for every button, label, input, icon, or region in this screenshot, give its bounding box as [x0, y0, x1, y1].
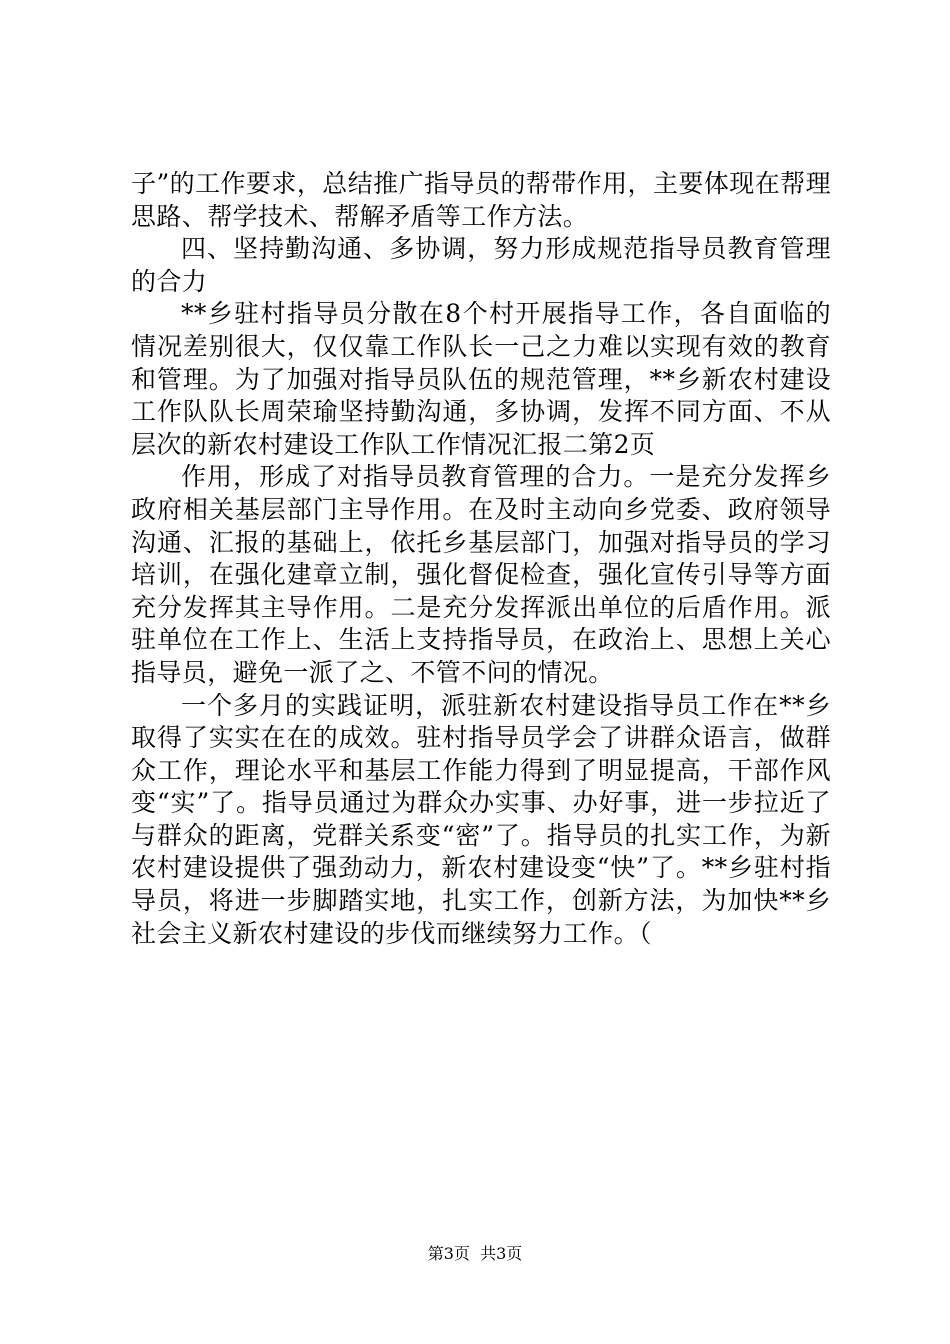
section-heading-4: 四、坚持勤沟通、多协调，努力形成规范指导员教育管理的合力: [131, 234, 831, 296]
document-body: [131, 168, 831, 950]
paragraph-1: 子”的工作要求，总结推广指导员的帮带作用，主要体现在帮理思路、帮学技术、帮解矛盾等工作方法。: [131, 169, 831, 231]
page-total: 共3页: [480, 1244, 523, 1263]
paragraph-3: **乡驻村指导员分散在8个村开展指导工作，各自面临的情况差别很大，仅仅靠工作队长一己之力难以实现有效的教育和管理。为了加强对指导员队伍的规范管理，**乡新农村建设工作队队长周荣瑜坚持勤沟通，多协调，发挥不同方面、不从层次的新农村建设工作队工作情况汇报二第2页: [131, 299, 831, 459]
page-footer: [0, 1243, 950, 1265]
paragraph-4: 作用，形成了对指导员教育管理的合力。一是充分发挥乡政府相关基层部门主导作用。在及时主动向乡党委、政府领导沟通、汇报的基础上，依托乡基层部门，加强对指导员的学习培训，在强化建章立制，强化督促检查，强化宣传引导等方面充分发挥其主导作用。二是充分发挥派出单位的后盾作用。派驻单位在工作上、生活上支持指导员，在政治上、思想上关心指导员，避免一派了之、不管不问的情况。: [131, 462, 831, 687]
page-number: 第3页: [427, 1244, 470, 1263]
paragraph-5: 一个多月的实践证明，派驻新农村建设指导员工作在**乡取得了实实在在的成效。驻村指导员学会了讲群众语言，做群众工作，理论水平和基层工作能力得到了明显提高，干部作风变“实”了。指导员通过为群众办实事、办好事，进一步拉近了与群众的距离，党群关系变“密”了。指导员的扎实工作，为新农村建设提供了强劲动力，新农村建设变“快”了。**乡驻村指导员，将进一步脚踏实地，扎实工作，创新方法，为加快**乡社会主义新农村建设的步伐而继续努力工作。（: [131, 690, 831, 948]
